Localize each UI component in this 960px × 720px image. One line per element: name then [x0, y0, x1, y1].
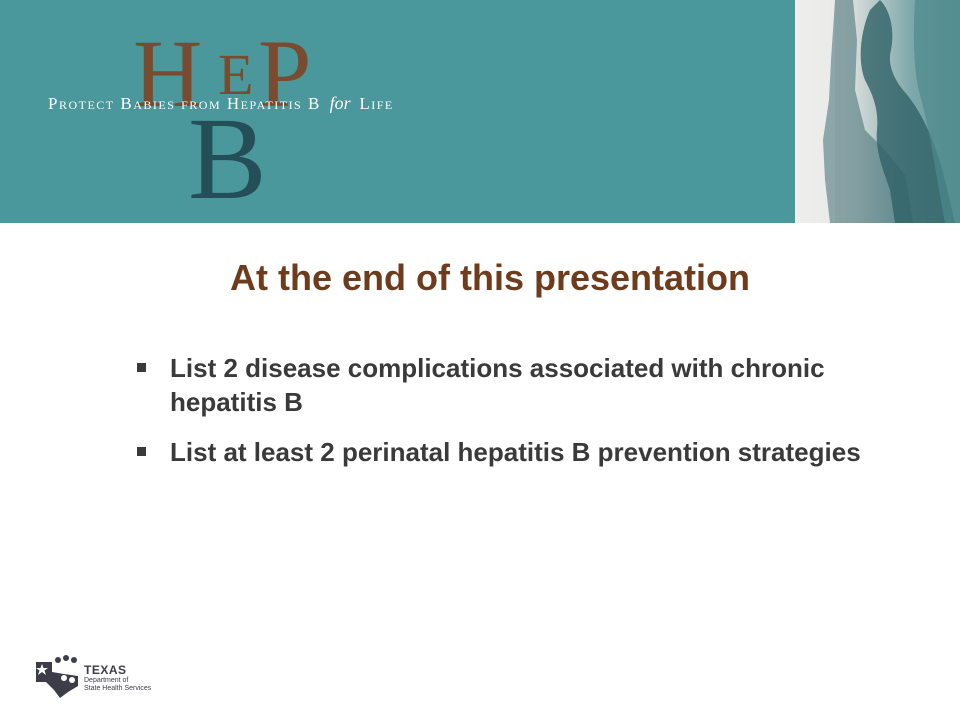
footer-org-line2: Department of [84, 677, 129, 684]
footer-org-line3: State Health Services [84, 685, 152, 692]
texas-state-icon [34, 652, 82, 698]
square-bullet-icon [137, 363, 146, 372]
logo-letter-e: E [218, 42, 254, 107]
list-item [133, 435, 893, 469]
square-bullet-icon [137, 447, 146, 456]
list-item-text: List at least 2 perinatal hepatitis B prevention strategies [170, 437, 861, 467]
list-item [133, 351, 893, 419]
footer-org-name: TEXAS [84, 663, 127, 677]
texas-dshs-logo [34, 652, 154, 702]
tagline-for: for [329, 93, 351, 113]
tagline-text: Protect Babies from Hepatitis B [48, 94, 321, 113]
header-banner [0, 0, 960, 223]
tagline [48, 93, 394, 114]
logo-letter-h: H [133, 20, 203, 127]
bullet-list [133, 351, 893, 485]
slide-title: At the end of this presentation [229, 257, 750, 298]
pregnant-woman-photo [795, 0, 960, 223]
tagline-end: Life [359, 94, 394, 113]
logo-letter-p: P [258, 20, 312, 127]
logo-letter-b: B [188, 93, 267, 223]
list-item-text: List 2 disease complications associated with chronic hepatitis B [170, 353, 825, 417]
